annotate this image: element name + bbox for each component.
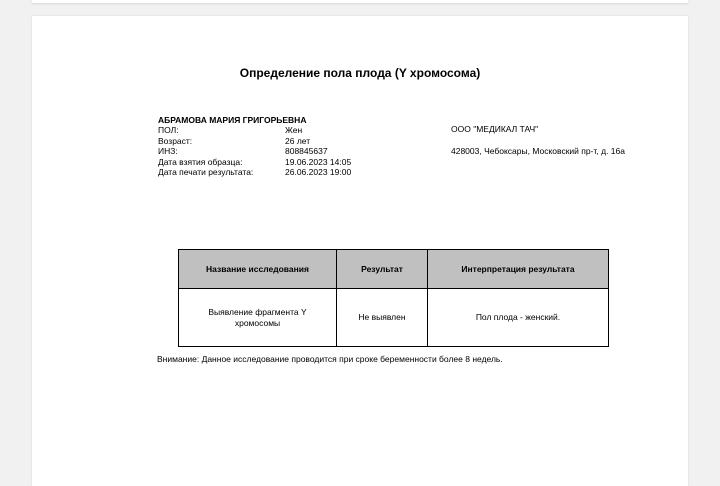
column-header-result: Результат bbox=[337, 250, 428, 289]
document-title: Определение пола плода (Y хромосома) bbox=[239, 66, 481, 80]
field-label: Возраст: bbox=[158, 135, 193, 146]
field-label: Дата печати результата: bbox=[158, 167, 254, 177]
field-value: Жен bbox=[285, 125, 303, 135]
patient-sex-row bbox=[158, 125, 302, 135]
sample-date-row bbox=[158, 157, 351, 167]
column-header-interpretation: Интерпретация результата bbox=[428, 250, 609, 289]
table-header-row bbox=[179, 250, 609, 289]
patient-id-row bbox=[158, 146, 328, 156]
lab-name: ООО "МЕДИКАЛ ТАЧ" bbox=[451, 124, 539, 134]
field-label: ИНЗ: bbox=[158, 146, 178, 156]
field-value: 808845637 bbox=[285, 146, 328, 156]
field-value: 26.06.2023 19:00 bbox=[285, 167, 352, 177]
results-table bbox=[178, 249, 609, 347]
previous-page-edge bbox=[32, 0, 688, 3]
column-header-test-name: Название исследования bbox=[179, 250, 337, 289]
patient-age-row bbox=[158, 136, 310, 146]
field-label: ПОЛ: bbox=[158, 125, 179, 135]
field-label: Дата взятия образца: bbox=[158, 156, 243, 167]
document-page bbox=[32, 16, 688, 486]
attention-note: Внимание: Данное исследование проводится при сроке беременности более 8 недель. bbox=[157, 354, 503, 364]
cell-result: Не выявлен bbox=[337, 289, 428, 347]
cell-interpretation: Пол плода - женский. bbox=[428, 289, 609, 347]
cell-test-name: Выявление фрагмента Y хромосомы bbox=[179, 289, 337, 347]
lab-address: 428003, Чебоксары, Московский пр-т, д. 16а bbox=[451, 146, 625, 156]
field-value: 26 лет bbox=[285, 135, 311, 146]
table-row bbox=[179, 289, 609, 347]
print-date-row bbox=[158, 167, 351, 177]
field-value: 19.06.2023 14:05 bbox=[285, 156, 352, 167]
patient-name: АБРАМОВА МАРИЯ ГРИГОРЬЕВНА bbox=[158, 115, 307, 125]
